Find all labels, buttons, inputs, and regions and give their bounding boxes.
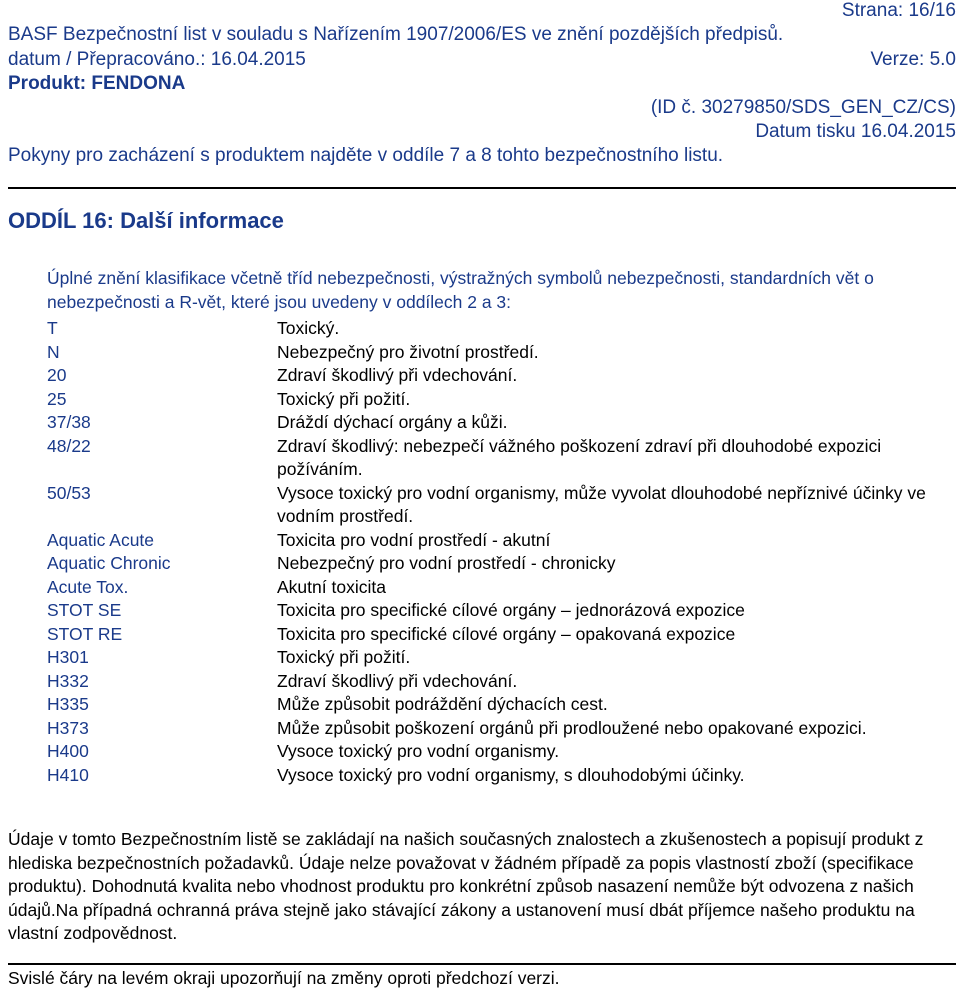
definition-row (47, 717, 927, 741)
definition-text: Toxický při požití. (277, 647, 411, 667)
definition-code: Aquatic Acute (47, 529, 155, 550)
definition-row (47, 576, 927, 600)
page-number: Strana: 16/16 (841, 0, 956, 21)
document-id: (ID č. 30279850/SDS_GEN_CZ/CS) (650, 97, 956, 118)
definition-text: Akutní toxicita (277, 576, 386, 597)
definition-row (47, 482, 927, 529)
product-name: Produkt: FENDONA (8, 73, 186, 94)
definition-code: H332 (47, 670, 89, 691)
definition-text: Toxicita pro specifické cílové orgány – opakovaná expozice (277, 623, 736, 644)
print-date: Datum tisku 16.04.2015 (755, 121, 956, 142)
definition-text: Zdraví škodlivý při vdechování. (277, 365, 518, 385)
section-title: ODDÍL 16: Další informace (8, 208, 284, 233)
definition-text: Vysoce toxický pro vodní organismy, může vyvolat dlouhodobé nepříznivé účinky ve vodním prostředí. (277, 482, 926, 526)
definition-row (47, 740, 927, 764)
handling-note: Pokyny pro zacházení s produktem najděte v oddíle 7 a 8 tohto bezpečnostního listu. (8, 145, 724, 166)
disclaimer-paragraph: Údaje v tomto Bezpečnostním listě se zakládají na našich současných znalostech a zkušenostech a popisují produkt z hlediska bezpečnostních požadavků. Údaje nelze považovat v žádném případě za popis vlastností zboží (specifikace produktu). Dohodnutá kvalita nebo vhodnost produktu pro konkrétní způsob nasazení nemůže být odvozena z našich údajů.Na případná ochranná práva stejně jako stávající zákony a ustanovení musí dbát příjemce našeho produktu na vlastní zodpovědnost. (8, 829, 924, 943)
footer-note: Svislé čáry na levém okraji upozorňují na změny oproti předchozí verzi. (8, 968, 560, 988)
definition-text: Může způsobit podráždění dýchacích cest. (277, 694, 608, 714)
regulation-line: BASF Bezpečnostní list v souladu s Nařízením 1907/2006/ES ve znění pozdějších předpisů. (8, 24, 784, 45)
definition-code: STOT SE (47, 600, 122, 620)
definitions-list (47, 317, 927, 787)
version: Verze: 5.0 (870, 49, 956, 70)
definition-row (47, 623, 927, 647)
revision-date: datum / Přepracováno.: 16.04.2015 (8, 49, 306, 70)
definition-row (47, 552, 927, 576)
definition-text: Toxicita pro vodní prostředí - akutní (277, 529, 551, 550)
top-divider (8, 187, 956, 189)
definition-text: Dráždí dýchací orgány a kůži. (277, 412, 508, 432)
definition-code: H335 (47, 694, 89, 714)
definition-text: Toxicita pro specifické cílové orgány – jednorázová expozice (277, 600, 745, 620)
definition-row (47, 646, 927, 670)
definition-code: STOT RE (47, 623, 123, 644)
definition-code: 37/38 (47, 412, 91, 432)
definition-row (47, 411, 927, 435)
definition-text: Nebezpečný pro životní prostředí. (277, 341, 539, 362)
definition-code: T (47, 318, 58, 338)
definition-code: Aquatic Chronic (47, 553, 171, 573)
definition-text: Zdraví škodlivý při vdechování. (277, 670, 518, 691)
definition-code: 20 (47, 365, 67, 385)
definition-code: H410 (47, 764, 89, 785)
definition-text: Vysoce toxický pro vodní organismy. (277, 741, 560, 761)
definition-text: Zdraví škodlivý: nebezpečí vážného poškození zdraví při dlouhodobé expozici požíváním. (277, 435, 882, 479)
definition-text: Může způsobit poškození orgánů při prodloužené nebo opakované expozici. (277, 717, 867, 738)
definition-code: 50/53 (47, 482, 91, 503)
definition-code: 48/22 (47, 435, 91, 456)
intro-text: Úplné znění klasifikace včetně tříd nebezpečnosti, výstražných symbolů nebezpečnosti, standardních vět o nebezpečnosti a R-vět, které jsou uvedeny v oddílech 2 a 3: (47, 268, 874, 312)
definition-row (47, 764, 927, 788)
definition-row (47, 599, 927, 623)
definition-row (47, 693, 927, 717)
definition-code: H301 (47, 647, 89, 667)
definition-code: H373 (47, 717, 89, 738)
definition-text: Toxický. (277, 318, 340, 338)
definition-row (47, 670, 927, 694)
definition-text: Toxický při požití. (277, 388, 411, 409)
definition-text: Vysoce toxický pro vodní organismy, s dlouhodobými účinky. (277, 764, 745, 785)
definition-row (47, 529, 927, 553)
definition-row (47, 435, 927, 482)
definition-text: Nebezpečný pro vodní prostředí - chronicky (277, 553, 616, 573)
definition-row (47, 341, 927, 365)
definition-code: H400 (47, 741, 89, 761)
definition-row (47, 317, 927, 341)
definition-code: N (47, 341, 60, 362)
definition-code: Acute Tox. (47, 576, 129, 597)
bottom-divider (8, 963, 956, 965)
definition-row (47, 388, 927, 412)
definition-row (47, 364, 927, 388)
definition-code: 25 (47, 388, 67, 409)
